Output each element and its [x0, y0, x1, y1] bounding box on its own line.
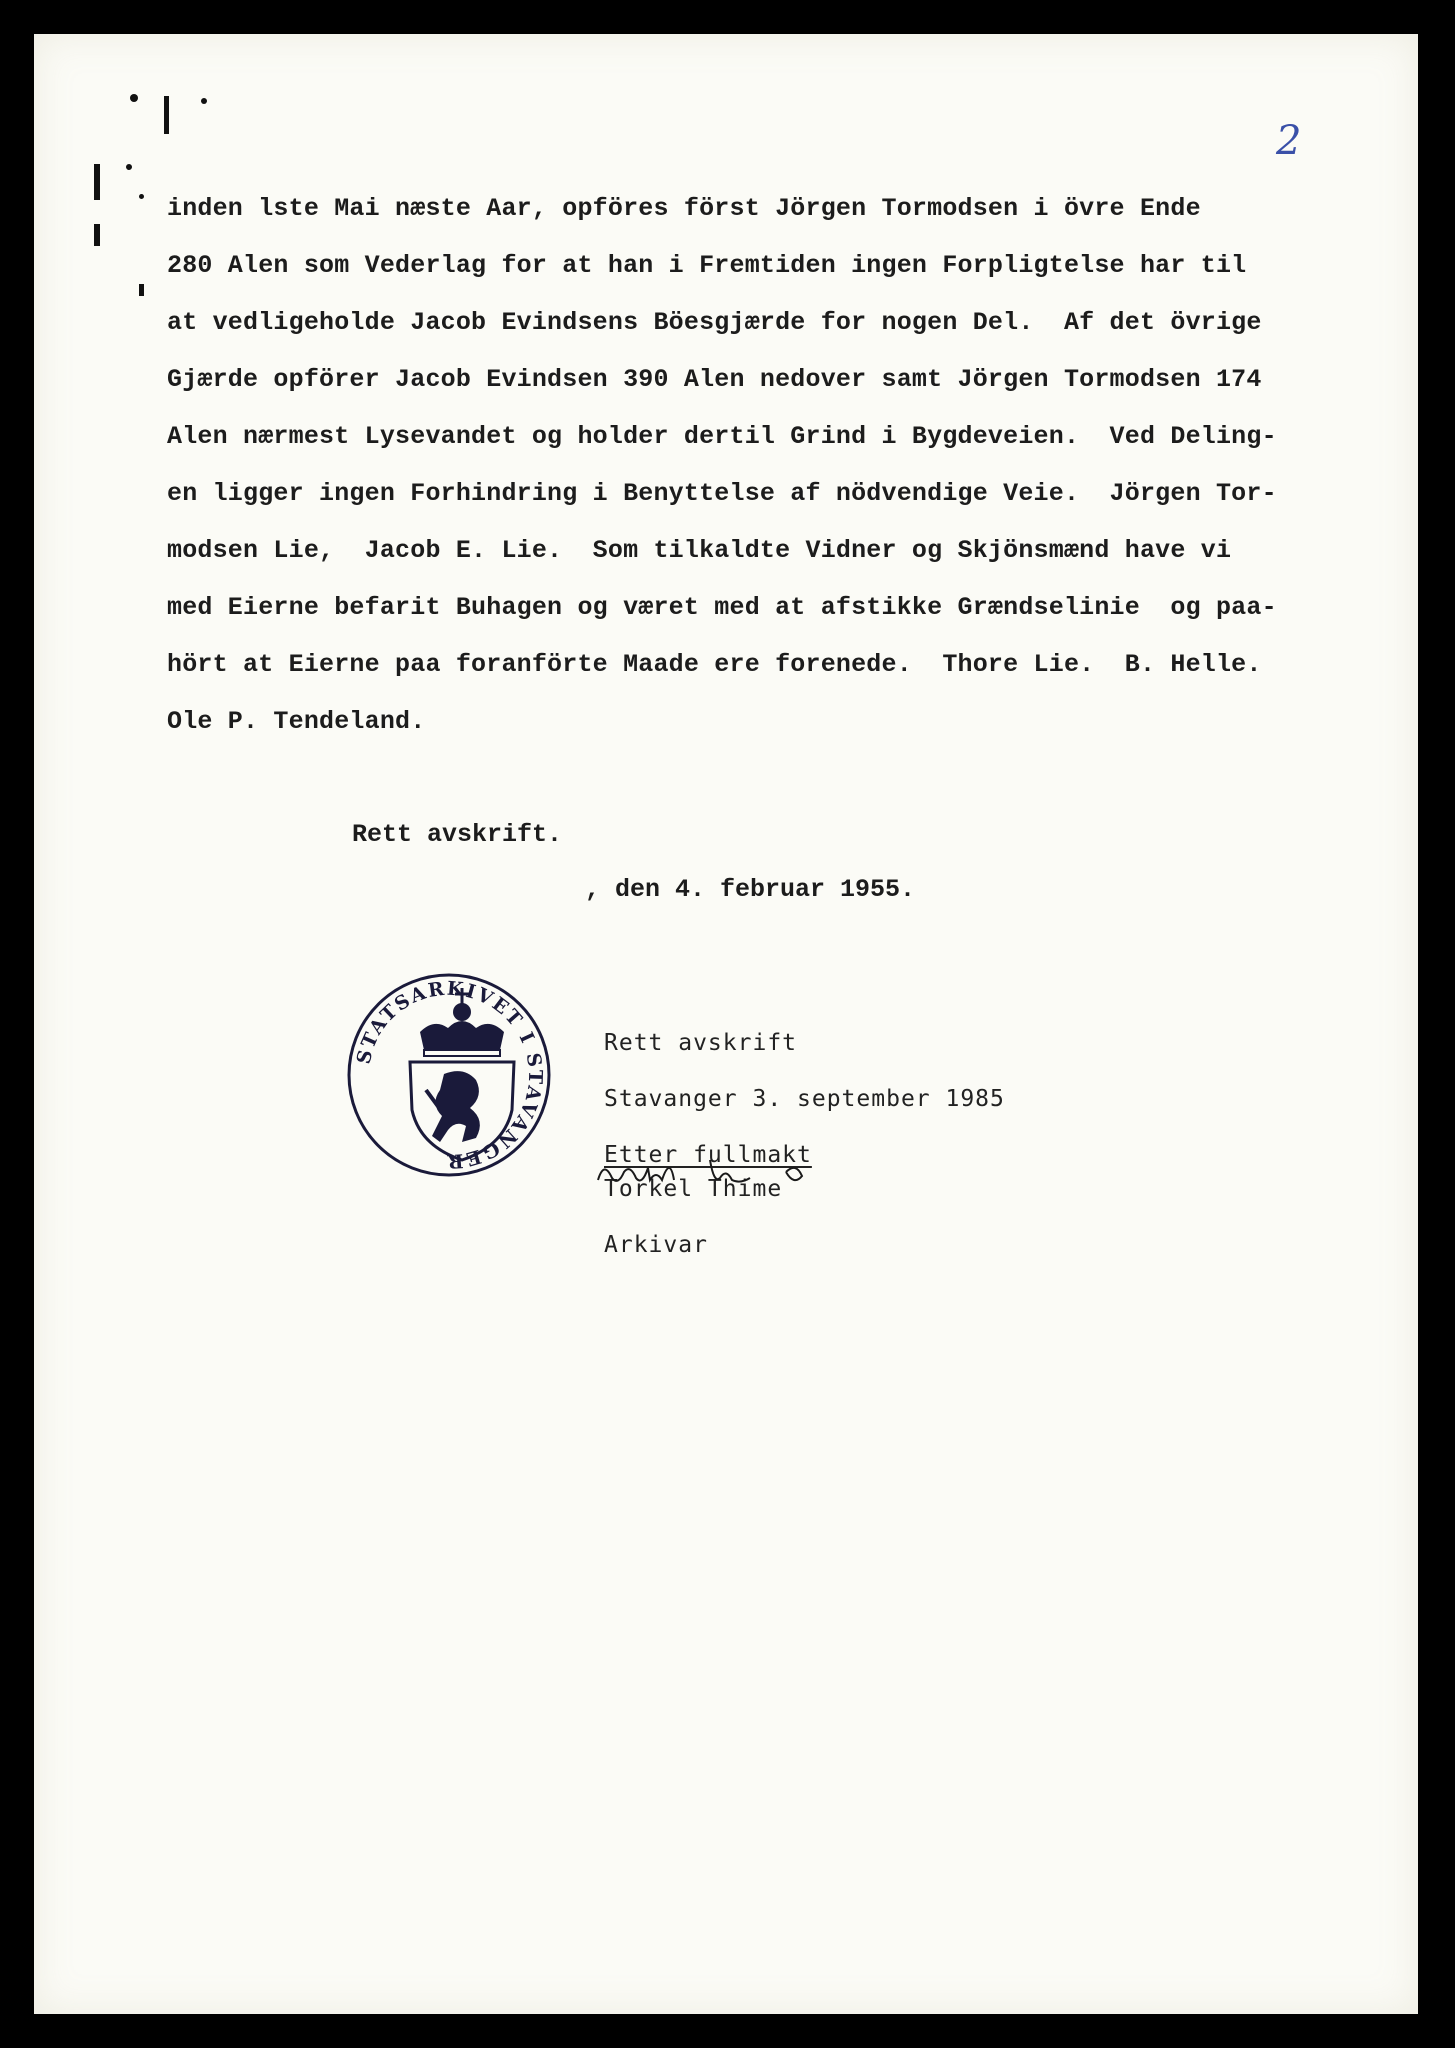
certification-title: Arkivar [604, 1232, 708, 1258]
lion-shield-icon [410, 1062, 514, 1160]
body-line: inden lste Mai næste Aar, opföres först Jörgen Tormodsen i övre Ende [167, 194, 1201, 223]
body-line: Gjærde opförer Jacob Evindsen 390 Alen nedover samt Jörgen Tormodsen 174 [167, 365, 1262, 394]
body-line: Ole P. Tendeland. [167, 707, 426, 736]
binding-mark [126, 164, 132, 170]
binding-mark [94, 224, 100, 246]
body-line: Alen nærmest Lysevandet og holder dertil Grind i Bygdeveien. Ved Deling- [167, 422, 1277, 451]
certification-signer: Torkel Thime [604, 1176, 783, 1202]
handwritten-signature [590, 1150, 830, 1190]
certification-place-date: Stavanger 3. september 1985 [604, 1086, 1005, 1112]
binding-mark [130, 94, 138, 102]
page-number: 2 [1276, 118, 1302, 164]
certification-block [604, 1015, 1164, 1273]
certification-authority: Etter fullmakt [604, 1142, 812, 1168]
seal-text: STATSARKIVET I STAVANGER [352, 977, 547, 1173]
binding-mark [201, 98, 207, 104]
body-line: hört at Eierne paa foranförte Maade ere forenede. Thore Lie. B. Helle. [167, 650, 1262, 679]
attestation-text: Rett avskrift. [352, 820, 563, 849]
body-line: 280 Alen som Vederlag for at han i Fremtiden ingen Forpligtelse har til [167, 251, 1247, 280]
certification-line: Rett avskrift [604, 1030, 798, 1056]
binding-mark [164, 96, 169, 134]
binding-mark [139, 284, 144, 296]
body-line: at vedligeholde Jacob Evindsens Böesgjærde for nogen Del. Af det övrige [167, 308, 1262, 337]
body-line: med Eierne befarit Buhagen og været med at afstikke Grændselinie og paa- [167, 593, 1277, 622]
body-line: en ligger ingen Forhindring i Benyttelse af nödvendige Veie. Jörgen Tor- [167, 479, 1277, 508]
binding-mark [139, 194, 144, 199]
document-body [167, 180, 1407, 750]
attestation-date: , den 4. februar 1955. [585, 875, 916, 904]
archive-seal [344, 970, 554, 1180]
binding-mark [94, 164, 100, 200]
body-line: modsen Lie, Jacob E. Lie. Som tilkaldte Vidner og Skjönsmænd have vi [167, 536, 1232, 565]
